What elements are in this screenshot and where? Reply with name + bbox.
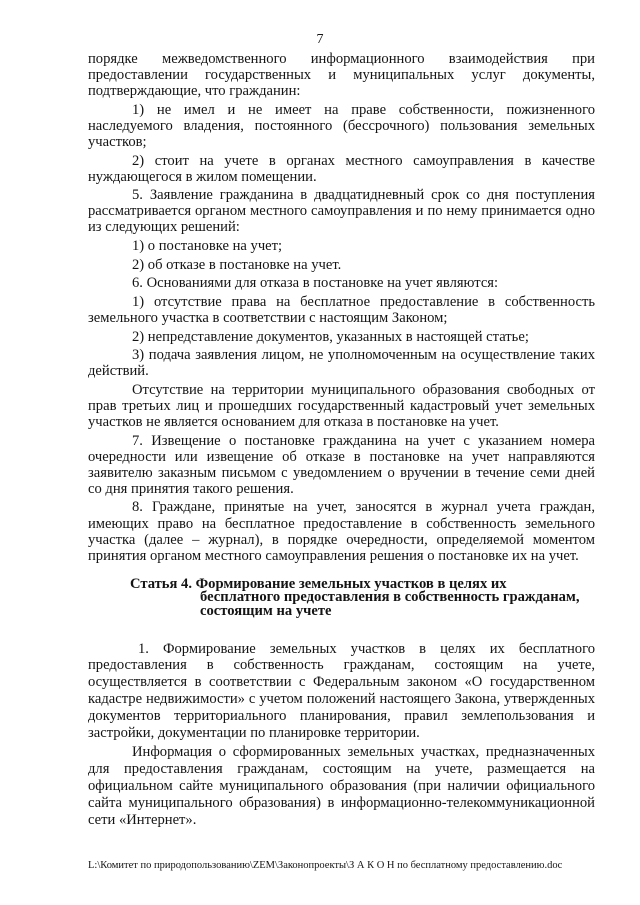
paragraph: 6. Основаниями для отказа в постановке на учет являются: <box>132 275 499 292</box>
list-item: 3) подача заявления лицом, не уполномоченным на осуществление таких действий. <box>88 347 595 380</box>
paragraph: Отсутствие на территории муниципального образования свободных от прав третьих лиц и прошедших государственный кадастровый учет земельных участков не является основанием для отказа в постановке на учет. <box>88 381 595 430</box>
list-item: 2) непредставление документов, указанных в настоящей статье; <box>132 328 529 345</box>
paragraph: 1. Формирование земельных участков в целях их бесплатного предоставления в собственность гражданам, состоящим на учете, осуществляется в соответствии с Федеральным законом «О государственном кадастре недвижимости» с учетом положений настоящего Закона, утвержденных документов территориального планирования, правил землепользования и застройки, документации по планировке территории. <box>88 640 595 741</box>
list-item: 2) об отказе в постановке на учет. <box>132 256 342 273</box>
article-heading-line: бесплатного предоставления в собственность гражданам, <box>200 589 580 606</box>
paragraph: 7. Извещение о постановке гражданина на учет с указанием номера очередности или извещение об отказе в постановке на учет направляются заявителю заказным письмом с уведомлением о вручении в течение семи дней со дня принятия такого решения. <box>88 432 595 497</box>
article-heading <box>88 575 595 619</box>
list-item: 1) о постановке на учет; <box>132 238 283 255</box>
article-heading-line: Статья 4. Формирование земельных участков в целях их <box>130 575 507 592</box>
file-path-footer: L:\Комитет по природопользованию\ZEM\Законопроекты\З А К О Н по бесплатному предоставлению.doc <box>88 860 563 871</box>
paragraph: 8. Граждане, принятые на учет, заносятся в журнал учета граждан, имеющих право на бесплатное предоставление в собственность земельного участка (далее – журнал), в порядке очередности, определяемой моментом принятия органом местного самоуправления решения о постановке их на учет. <box>88 499 595 564</box>
paragraph: 5. Заявление гражданина в двадцатидневный срок со дня поступления рассматривается органом местного самоуправления и по нему принимается одно из следующих решений: <box>88 187 595 236</box>
paragraph: порядке межведомственного информационного взаимодействия при предоставлении государственных и муниципальных услуг документы, подтверждающие, что гражданин: <box>88 51 595 100</box>
paragraph: Информация о сформированных земельных участках, предназначенных для предоставления гражданам, состоящим на учете, размещается на официальном сайте муниципального образования (при наличии официального сайта муниципального образования) в информационно-телекоммуникационной сети «Интернет». <box>88 744 595 828</box>
list-item: 1) не имел и не имеет на праве собственности, пожизненного наследуемого владения, постоянного (бессрочного) пользования земельных участков; <box>88 101 595 150</box>
list-item: 1) отсутствие права на бесплатное предоставление в собственность земельного участка в соответствии с настоящим Законом; <box>88 293 595 326</box>
page-number: 7 <box>316 32 324 47</box>
list-item: 2) стоит на учете в органах местного самоуправления в качестве нуждающегося в жилом помещении. <box>88 152 595 185</box>
document-body <box>88 51 595 831</box>
article-heading-line: состоящим на учете <box>200 603 332 619</box>
